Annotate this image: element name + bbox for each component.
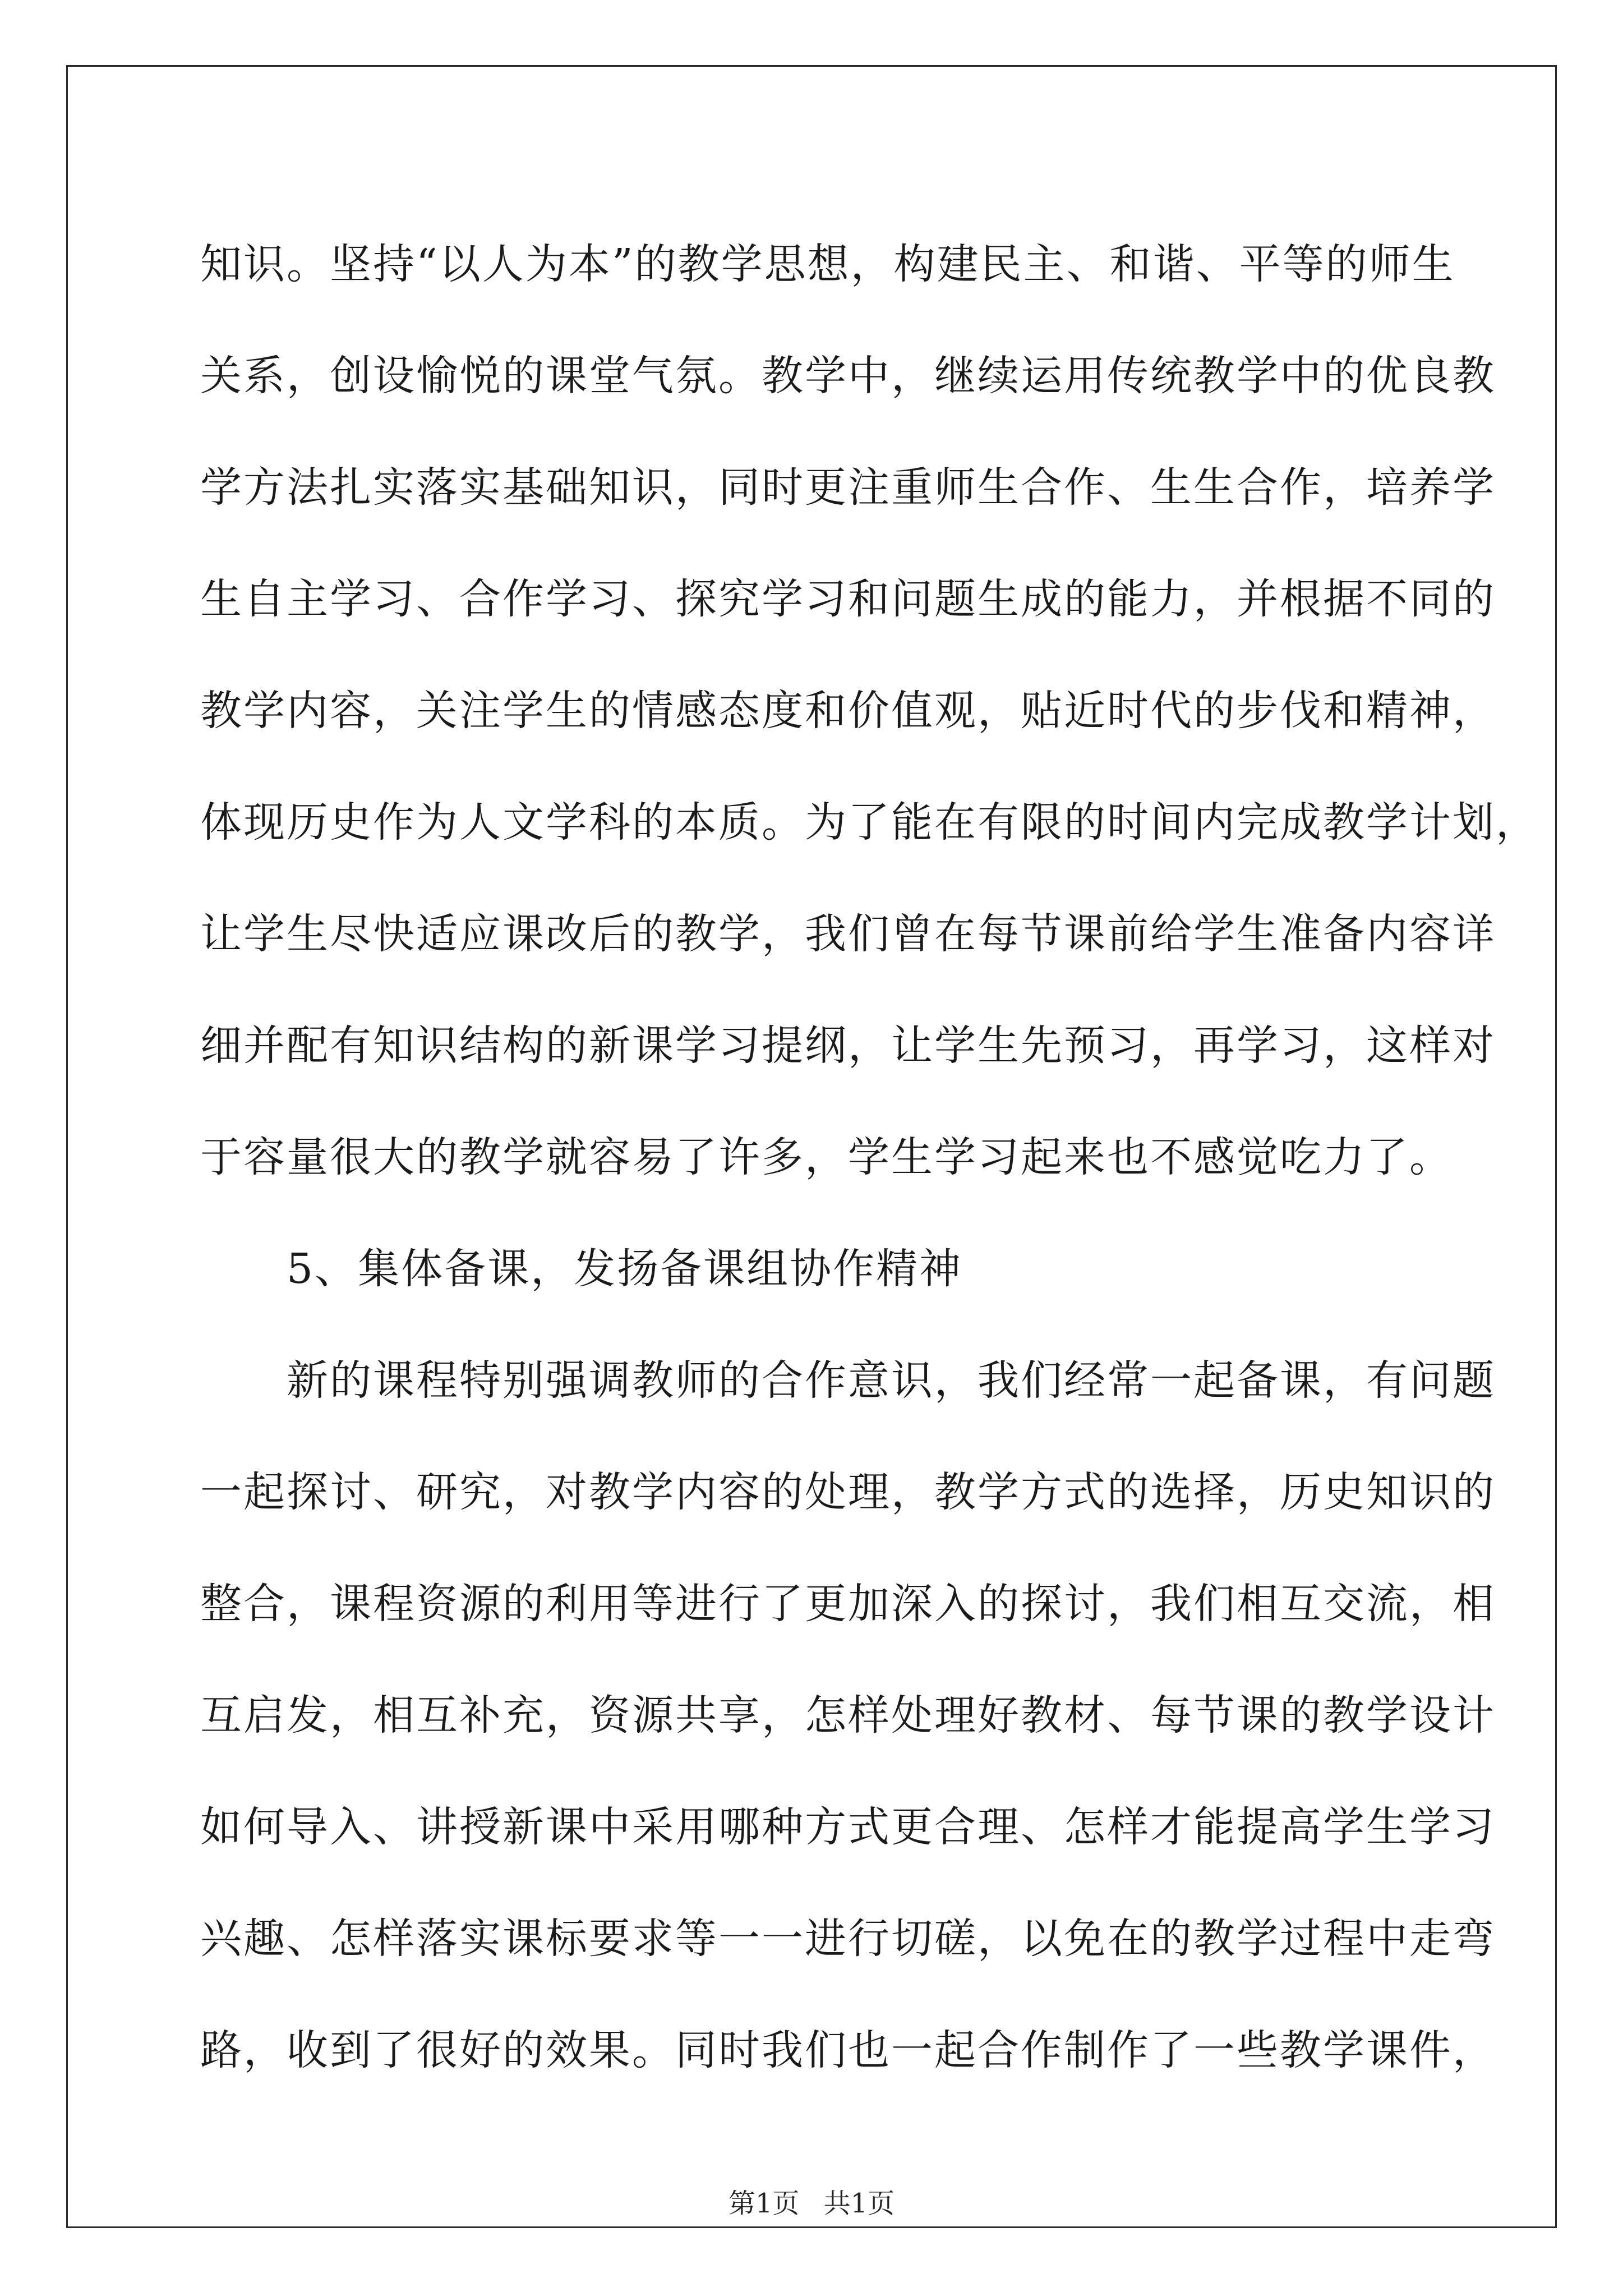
text-line: 关系，创设愉悦的课堂气氛。教学中，继续运用传统教学中的优良教	[200, 352, 1496, 400]
text-line: 如何导入、讲授新课中采用哪种方式更合理、怎样才能提高学生学习	[200, 1803, 1496, 1851]
page-number-current: 第1页	[728, 2188, 800, 2219]
text-line: 路，收到了很好的效果。同时我们也一起合作制作了一些教学课件，	[200, 2026, 1496, 2074]
text-line: 于容量很大的教学就容易了许多，学生学习起来也不感觉吃力了。	[200, 1133, 1453, 1181]
text-line: 新的课程特别强调教师的合作意识，我们经常一起备课，有问题	[200, 1356, 1496, 1405]
text-line: 细并配有知识结构的新课学习提纲，让学生先预习，再学习，这样对	[200, 1022, 1496, 1070]
text-line: 兴趣、怎样落实课标要求等一一进行切磋，以免在的教学过程中走弯	[200, 1915, 1496, 1963]
text-line: 学方法扎实落实基础知识，同时更注重师生合作、生生合作，培养学	[200, 463, 1496, 512]
text-line: 互启发，相互补充，资源共享，怎样处理好教材、每节课的教学设计	[200, 1691, 1496, 1740]
section-heading: 5、集体备课，发扬备课组协作精神	[200, 1245, 963, 1293]
text-line: 知识。坚持“以人为本”的教学思想，构建民主、和谐、平等的师生	[200, 240, 1455, 288]
text-line: 一起探讨、研究，对教学内容的处理，教学方式的选择，历史知识的	[200, 1468, 1496, 1516]
page-number-total: 共1页	[823, 2188, 895, 2219]
document-body	[200, 209, 1539, 2106]
text-line: 整合，课程资源的利用等进行了更加深入的探讨，我们相互交流，相	[200, 1580, 1496, 1628]
page-footer	[0, 2187, 1623, 2220]
text-line: 体现历史作为人文学科的本质。为了能在有限的时间内完成教学计划，	[200, 798, 1539, 846]
text-line: 教学内容，关注学生的情感态度和价值观，贴近时代的步伐和精神，	[200, 687, 1496, 735]
text-line: 生自主学习、合作学习、探究学习和问题生成的能力，并根据不同的	[200, 575, 1496, 623]
text-line: 让学生尽快适应课改后的教学，我们曾在每节课前给学生准备内容详	[200, 910, 1496, 958]
